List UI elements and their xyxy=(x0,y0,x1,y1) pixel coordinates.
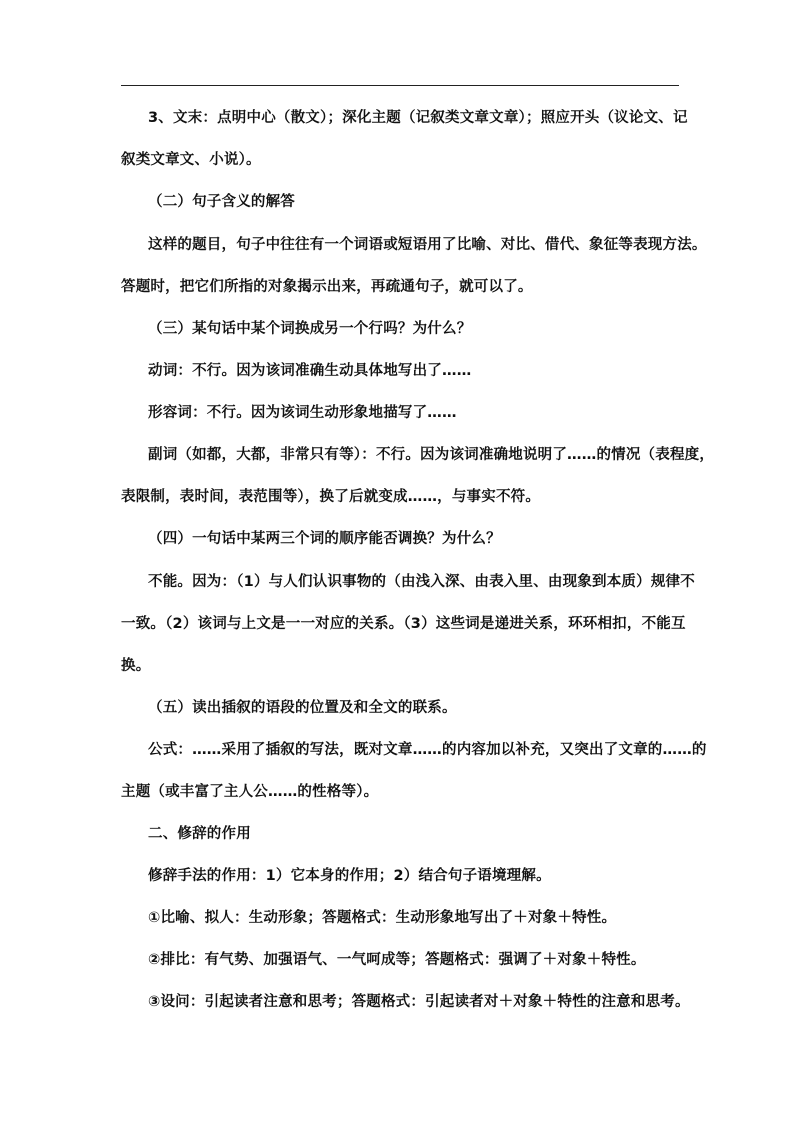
text-line-5: 答题时，把它们所指的对象揭示出来，再疏通句子，就可以了。 xyxy=(121,279,533,295)
text-line-19: 修辞手法的作用：1）它本身的作用；2）结合句子语境理解。 xyxy=(148,868,551,884)
text-line-2: 叙类文章文、小说）。 xyxy=(121,152,261,168)
text-line-1: 3、文末：点明中心（散文）；深化主题（记叙类文章文章）；照应开头（议论文、记 xyxy=(148,110,688,126)
text-line-13: 一致。（2）该词与上文是一一对应的关系。（3）这些词是递进关系，环环相扣，不能互 xyxy=(121,616,686,632)
text-line-14: 换。 xyxy=(121,658,151,674)
text-line-7: 动词：不行。因为该词准确生动具体地写出了…… xyxy=(148,363,472,379)
text-line-12: 不能。因为：（1）与人们认识事物的（由浅入深、由表入里、由现象到本质）规律不 xyxy=(148,574,695,590)
text-line-9: 副词（如都，大都，非常只有等）：不行。因为该词准确地说明了……的情况（表程度， xyxy=(148,447,715,463)
section-heading-rhetoric: 二、修辞的作用 xyxy=(148,826,251,842)
section-heading-4: （四）一句话中某两三个词的顺序能否调换？为什么？ xyxy=(148,531,501,547)
text-line-16: 公式：……采用了插叙的写法，既对文章……的内容加以补充，又突出了文章的……的 xyxy=(148,742,707,758)
text-line-8: 形容词：不行。因为该词生动形象地描写了…… xyxy=(148,405,457,421)
text-line-17: 主题（或丰富了主人公……的性格等）。 xyxy=(121,784,379,800)
text-line-4: 这样的题目，句子中往往有一个词语或短语用了比喻、对比、借代、象征等表现方法。 xyxy=(148,237,707,253)
text-line-20: ①比喻、拟人：生动形象；答题格式：生动形象地写出了＋对象＋特性。 xyxy=(148,910,617,926)
text-line-10: 表限制，表时间，表范围等），换了后就变成……，与事实不符。 xyxy=(121,489,541,505)
text-line-22: ③设问：引起读者注意和思考；答题格式：引起读者对＋对象＋特性的注意和思考。 xyxy=(148,994,690,1010)
text-line-21: ②排比：有气势、加强语气、一气呵成等；答题格式：强调了＋对象＋特性。 xyxy=(148,952,646,968)
section-heading-5: （五）读出插叙的语段的位置及和全文的联系。 xyxy=(148,700,457,716)
section-heading-2: （二）句子含义的解答 xyxy=(148,194,295,210)
section-heading-3: （三）某句话中某个词换成另一个行吗？为什么？ xyxy=(148,321,472,337)
header-rule xyxy=(121,85,679,86)
